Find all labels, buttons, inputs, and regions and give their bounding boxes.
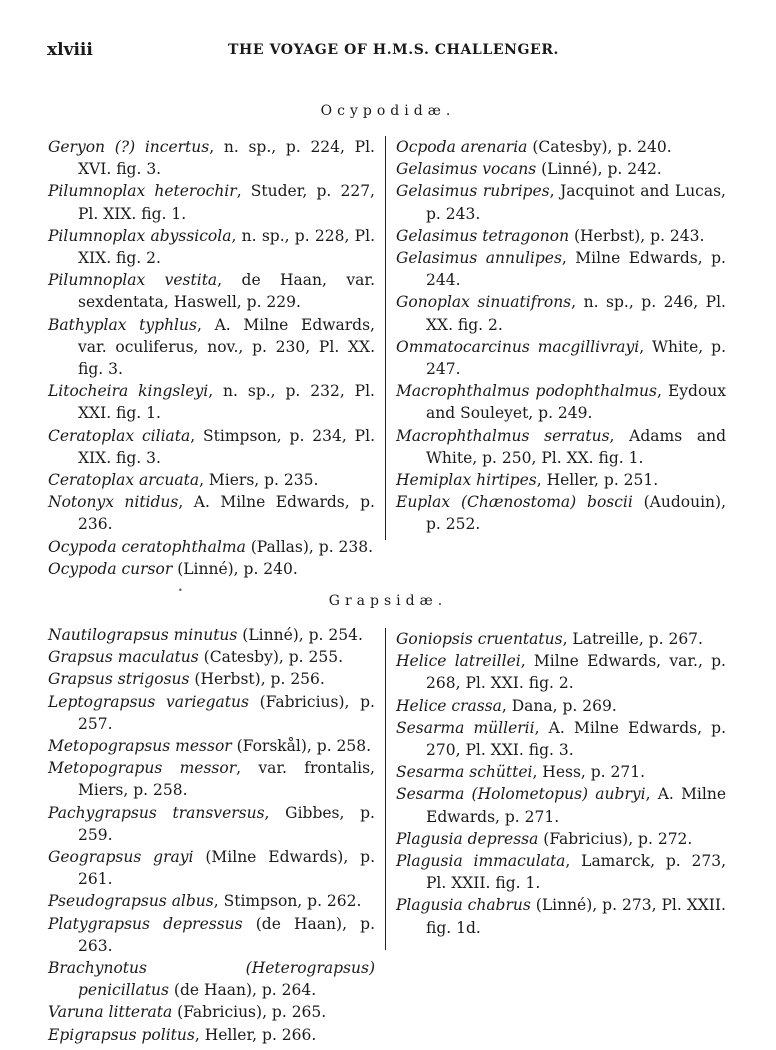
page-header [0, 40, 776, 70]
species-entry: Sesarma müllerii, A. Milne Edwards, p. 270, Pl. XXI. fig. 3. [396, 718, 726, 760]
column-divider [385, 628, 386, 950]
species-entry: Macrophthalmus serratus, Adams and White, p. 250, Pl. XX. fig. 1. [396, 426, 726, 467]
species-entry: Ommatocarcinus macgillivrayi, White, p. 247. [396, 337, 726, 379]
species-entry: Gonoplax sinuatifrons, n. sp., p. 246, Pl. XX. fig. 2. [396, 293, 726, 334]
species-entry: Hemiplax hirtipes, Heller, p. 251. [396, 471, 659, 490]
species-entry: Helice latreillei, Milne Edwards, var., p. 268, Pl. XXI. fig. 2. [396, 652, 726, 693]
species-entry: Gelasimus rubripes, Jacquinot and Lucas, p. 243. [396, 182, 726, 223]
species-entry: Gelasimus tetragonon (Herbst), p. 243. [396, 226, 705, 245]
species-entry: Ocpoda arenaria (Catesby), p. 240. [396, 138, 672, 156]
species-entry: Goniopsis cruentatus, Latreille, p. 267. [396, 630, 703, 648]
species-entry: Sesarma (Holometopus) aubryi, A. Milne Edwards, p. 271. [396, 785, 727, 826]
species-entry: Grapsus maculatus (Catesby), p. 255. [48, 648, 344, 667]
section-title-ocypodidae: Ocypodidæ. [320, 103, 456, 119]
species-entry: Macrophthalmus podophthalmus, Eydoux and Souleyet, p. 249. [396, 382, 726, 423]
species-entry: Nautilograpsus minutus (Linné), p. 254. [48, 626, 363, 644]
species-entry: Geograpsus grayi (Milne Edwards), p. 261. [48, 848, 375, 889]
species-entry: Euplax (Chænostoma) boscii (Audouin), p. 252. [396, 493, 726, 534]
ocypodidae-left-column [48, 136, 375, 580]
species-entry: Ceratoplax ciliata, Stimpson, p. 234, Pl. XIX. fig. 3. [48, 426, 375, 467]
species-entry: Litocheira kingsleyi, n. sp., p. 232, Pl. XXI. fig. 1. [48, 382, 375, 423]
column-divider [385, 136, 386, 540]
species-entry: Geryon (?) incertus, n. sp., p. 224, Pl. XVI. fig. 3. [48, 138, 375, 179]
species-entry: Platygrapsus depressus (de Haan), p. 263. [48, 914, 375, 955]
species-entry: Ocypoda cursor (Linné), p. 240. [48, 559, 298, 578]
species-entry: Varuna litterata (Fabricius), p. 265. [48, 1003, 327, 1022]
ocypodidae-right-column [396, 136, 726, 536]
species-entry: Gelasimus annulipes, Milne Edwards, p. 244. [396, 249, 726, 290]
species-entry: Sesarma schüttei, Hess, p. 271. [396, 763, 646, 782]
species-entry: Metopograpus messor, var. frontalis, Miers, p. 258. [48, 759, 375, 800]
section-title-grapsidae: Grapsidæ. [328, 593, 448, 609]
print-speck: • [178, 586, 183, 595]
grapsidae-left-column [48, 624, 375, 1046]
species-entry: Pilumnoplax abyssicola, n. sp., p. 228, Pl. XIX. fig. 2. [48, 226, 375, 268]
species-entry: Gelasimus vocans (Linné), p. 242. [396, 160, 662, 179]
species-entry: Pachygrapsus transversus, Gibbes, p. 259. [48, 803, 375, 844]
grapsidae-right-column [396, 628, 726, 939]
species-entry: Notonyx nitidus, A. Milne Edwards, p. 236. [48, 493, 375, 534]
species-entry: Epigrapsus politus, Heller, p. 266. [48, 1025, 317, 1044]
species-entry: Leptograpsus variegatus (Fabricius), p. 257. [48, 692, 375, 733]
species-entry: Metopograpsus messor (Forskål), p. 258. [48, 737, 372, 756]
species-entry: Pilumnoplax heterochir, Studer, p. 227, Pl. XIX. fig. 1. [48, 182, 375, 223]
species-entry: Ceratoplax arcuata, Miers, p. 235. [48, 471, 319, 490]
species-entry: Pseudograpsus albus, Stimpson, p. 262. [48, 892, 362, 911]
species-entry: Pilumnoplax vestita, de Haan, var. sexdentata, Haswell, p. 229. [48, 271, 376, 312]
species-entry: Plagusia depressa (Fabricius), p. 272. [396, 829, 693, 848]
page-number: xlviii [47, 40, 93, 60]
species-entry: Bathyplax typhlus, A. Milne Edwards, var. oculiferus, nov., p. 230, Pl. XX. fig. 3. [48, 315, 375, 379]
species-entry: Grapsus strigosus (Herbst), p. 256. [48, 670, 325, 689]
species-entry: Helice crassa, Dana, p. 269. [396, 696, 617, 715]
species-entry: Ocypoda ceratophthalma (Pallas), p. 238. [48, 537, 374, 556]
species-entry: Brachynotus (Heterograpsus) penicillatus (de Haan), p. 264. [48, 959, 375, 1000]
running-title: THE VOYAGE OF H.M.S. CHALLENGER. [228, 42, 560, 58]
species-entry: Plagusia chabrus (Linné), p. 273, Pl. XXII. fig. 1d. [396, 896, 726, 937]
species-entry: Plagusia immaculata, Lamarck, p. 273, Pl. XXII. fig. 1. [396, 852, 726, 893]
